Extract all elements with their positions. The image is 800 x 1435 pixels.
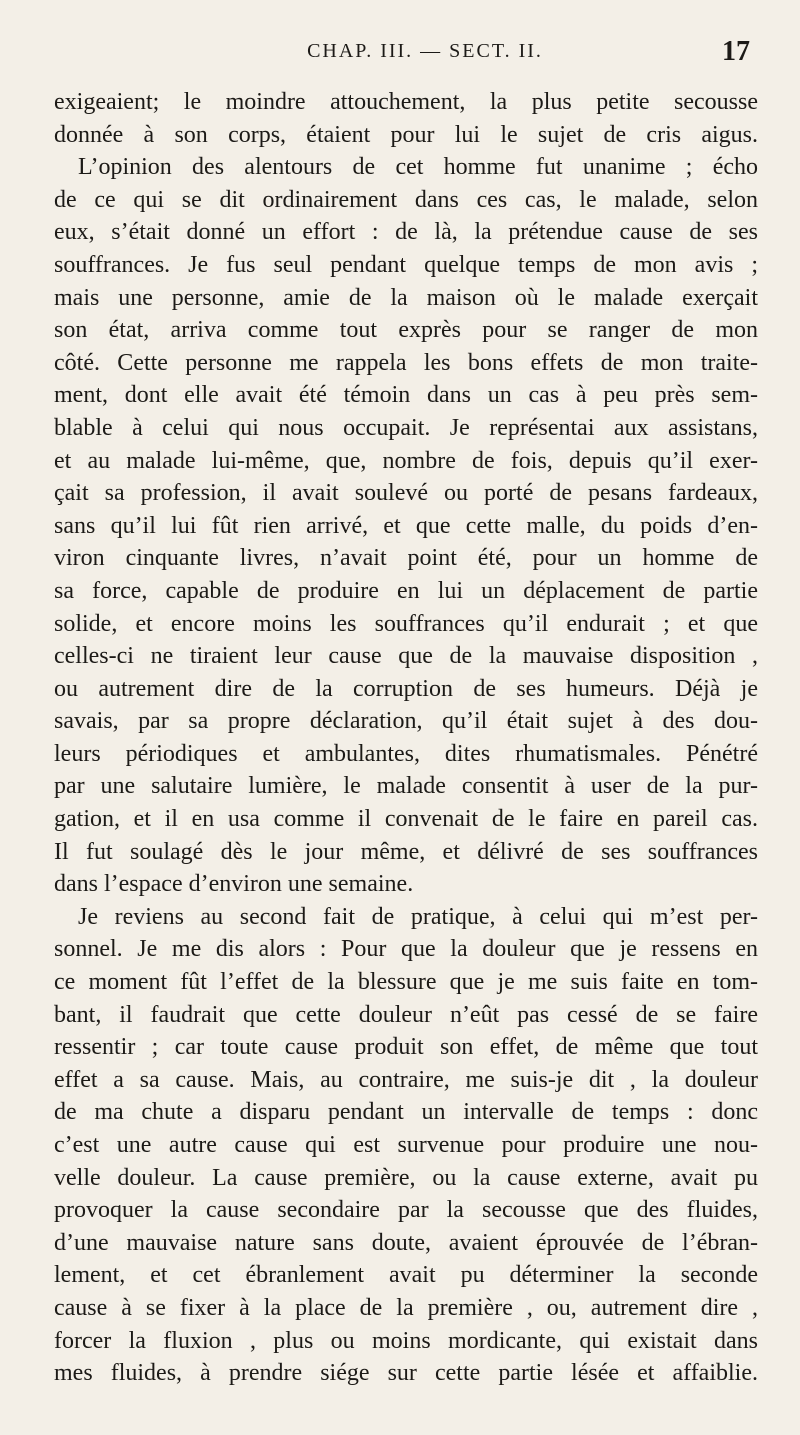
text-line: donnée à son corps, étaient pour lui le sujet de cris aigus. (54, 121, 758, 148)
text-line: provoquer la cause secondaire par la secousse que des fluides, (54, 1197, 758, 1224)
text-line: son état, arriva comme tout exprès pour se ranger de mon (54, 317, 758, 344)
text-line: ce moment fût l’effet de la blessure que je me suis faite en tom- (54, 969, 758, 996)
text-line: ment, dont elle avait été témoin dans un cas à peu près sem- (54, 382, 758, 409)
running-head (100, 36, 750, 80)
text-line: souffrances. Je fus seul pendant quelque temps de mon avis ; (54, 251, 758, 278)
text-line: cause à se fixer à la place de la première , ou, autrement dire , (54, 1294, 758, 1321)
text-line: par une salutaire lumière, le malade consentit à user de la pur- (54, 773, 758, 800)
text-line: d’une mauvaise nature sans doute, avaient éprouvée de l’ébran- (54, 1229, 758, 1256)
text-line: celles-ci ne tiraient leur cause que de la mauvaise disposition , (54, 643, 758, 670)
text-line: çait sa profession, il avait soulevé ou porté de pesans fardeaux, (54, 480, 758, 507)
text-line: dans l’espace d’environ une semaine. (54, 871, 414, 898)
text-line: eux, s’était donné un effort : de là, la prétendue cause de ses (54, 219, 758, 246)
text-line: de ce qui se dit ordinairement dans ces cas, le malade, selon (54, 186, 758, 213)
text-line: bant, il faudrait que cette douleur n’eût pas cessé de se faire (54, 1001, 758, 1028)
running-title: CHAP. III. — SECT. II. (307, 40, 543, 62)
text-line: sonnel. Je me dis alors : Pour que la douleur que je ressens en (54, 936, 758, 963)
text-line: savais, par sa propre déclaration, qu’il était sujet à des dou- (54, 708, 758, 735)
text-line: mes fluides, à prendre siége sur cette partie lésée et affaiblie. (54, 1360, 758, 1387)
text-line: de ma chute a disparu pendant un intervalle de temps : donc (54, 1099, 758, 1126)
text-line: solide, et encore moins les souffrances qu’il endurait ; et que (54, 610, 758, 637)
text-line: viron cinquante livres, n’avait point été, pour un homme de (54, 545, 758, 572)
text-line: ressentir ; car toute cause produit son effet, de même que tout (54, 1034, 758, 1061)
text-line: côté. Cette personne me rappela les bons effets de mon traite- (54, 349, 758, 376)
text-line: forcer la fluxion , plus ou moins mordicante, qui existait dans (54, 1327, 758, 1354)
text-line: lement, et cet ébranlement avait pu déterminer la seconde (54, 1262, 758, 1289)
text-line: c’est une autre cause qui est survenue pour produire une nou- (54, 1132, 758, 1158)
text-line: et au malade lui-même, que, nombre de fois, depuis qu’il exer- (54, 447, 758, 474)
text-line: blable à celui qui nous occupait. Je représentai aux assistans, (54, 414, 758, 441)
text-line: sans qu’il lui fût rien arrivé, et que cette malle, du poids d’en- (54, 512, 758, 539)
text-line: Je reviens au second fait de pratique, à celui qui m’est per- (78, 903, 758, 930)
text-line: gation, et il en usa comme il convenait de le faire en pareil cas. (54, 806, 758, 833)
text-line: sa force, capable de produire en lui un déplacement de partie (54, 577, 758, 604)
body-text (54, 86, 758, 1390)
page-number: 17 (722, 36, 750, 67)
text-line: ou autrement dire de la corruption de ses humeurs. Déjà je (54, 675, 758, 702)
text-line: effet a sa cause. Mais, au contraire, me suis-je dit , la douleur (54, 1066, 758, 1093)
text-line: Il fut soulagé dès le jour même, et délivré de ses souffrances (54, 838, 758, 865)
text-line: L’opinion des alentours de cet homme fut unanime ; écho (78, 154, 758, 181)
text-line: exigeaient; le moindre attouchement, la plus petite secousse (54, 89, 758, 115)
text-line: mais une personne, amie de la maison où le malade exerçait (54, 284, 758, 311)
text-line: velle douleur. La cause première, ou la cause externe, avait pu (54, 1164, 758, 1191)
text-line: leurs périodiques et ambulantes, dites rhumatismales. Pénétré (54, 740, 758, 767)
